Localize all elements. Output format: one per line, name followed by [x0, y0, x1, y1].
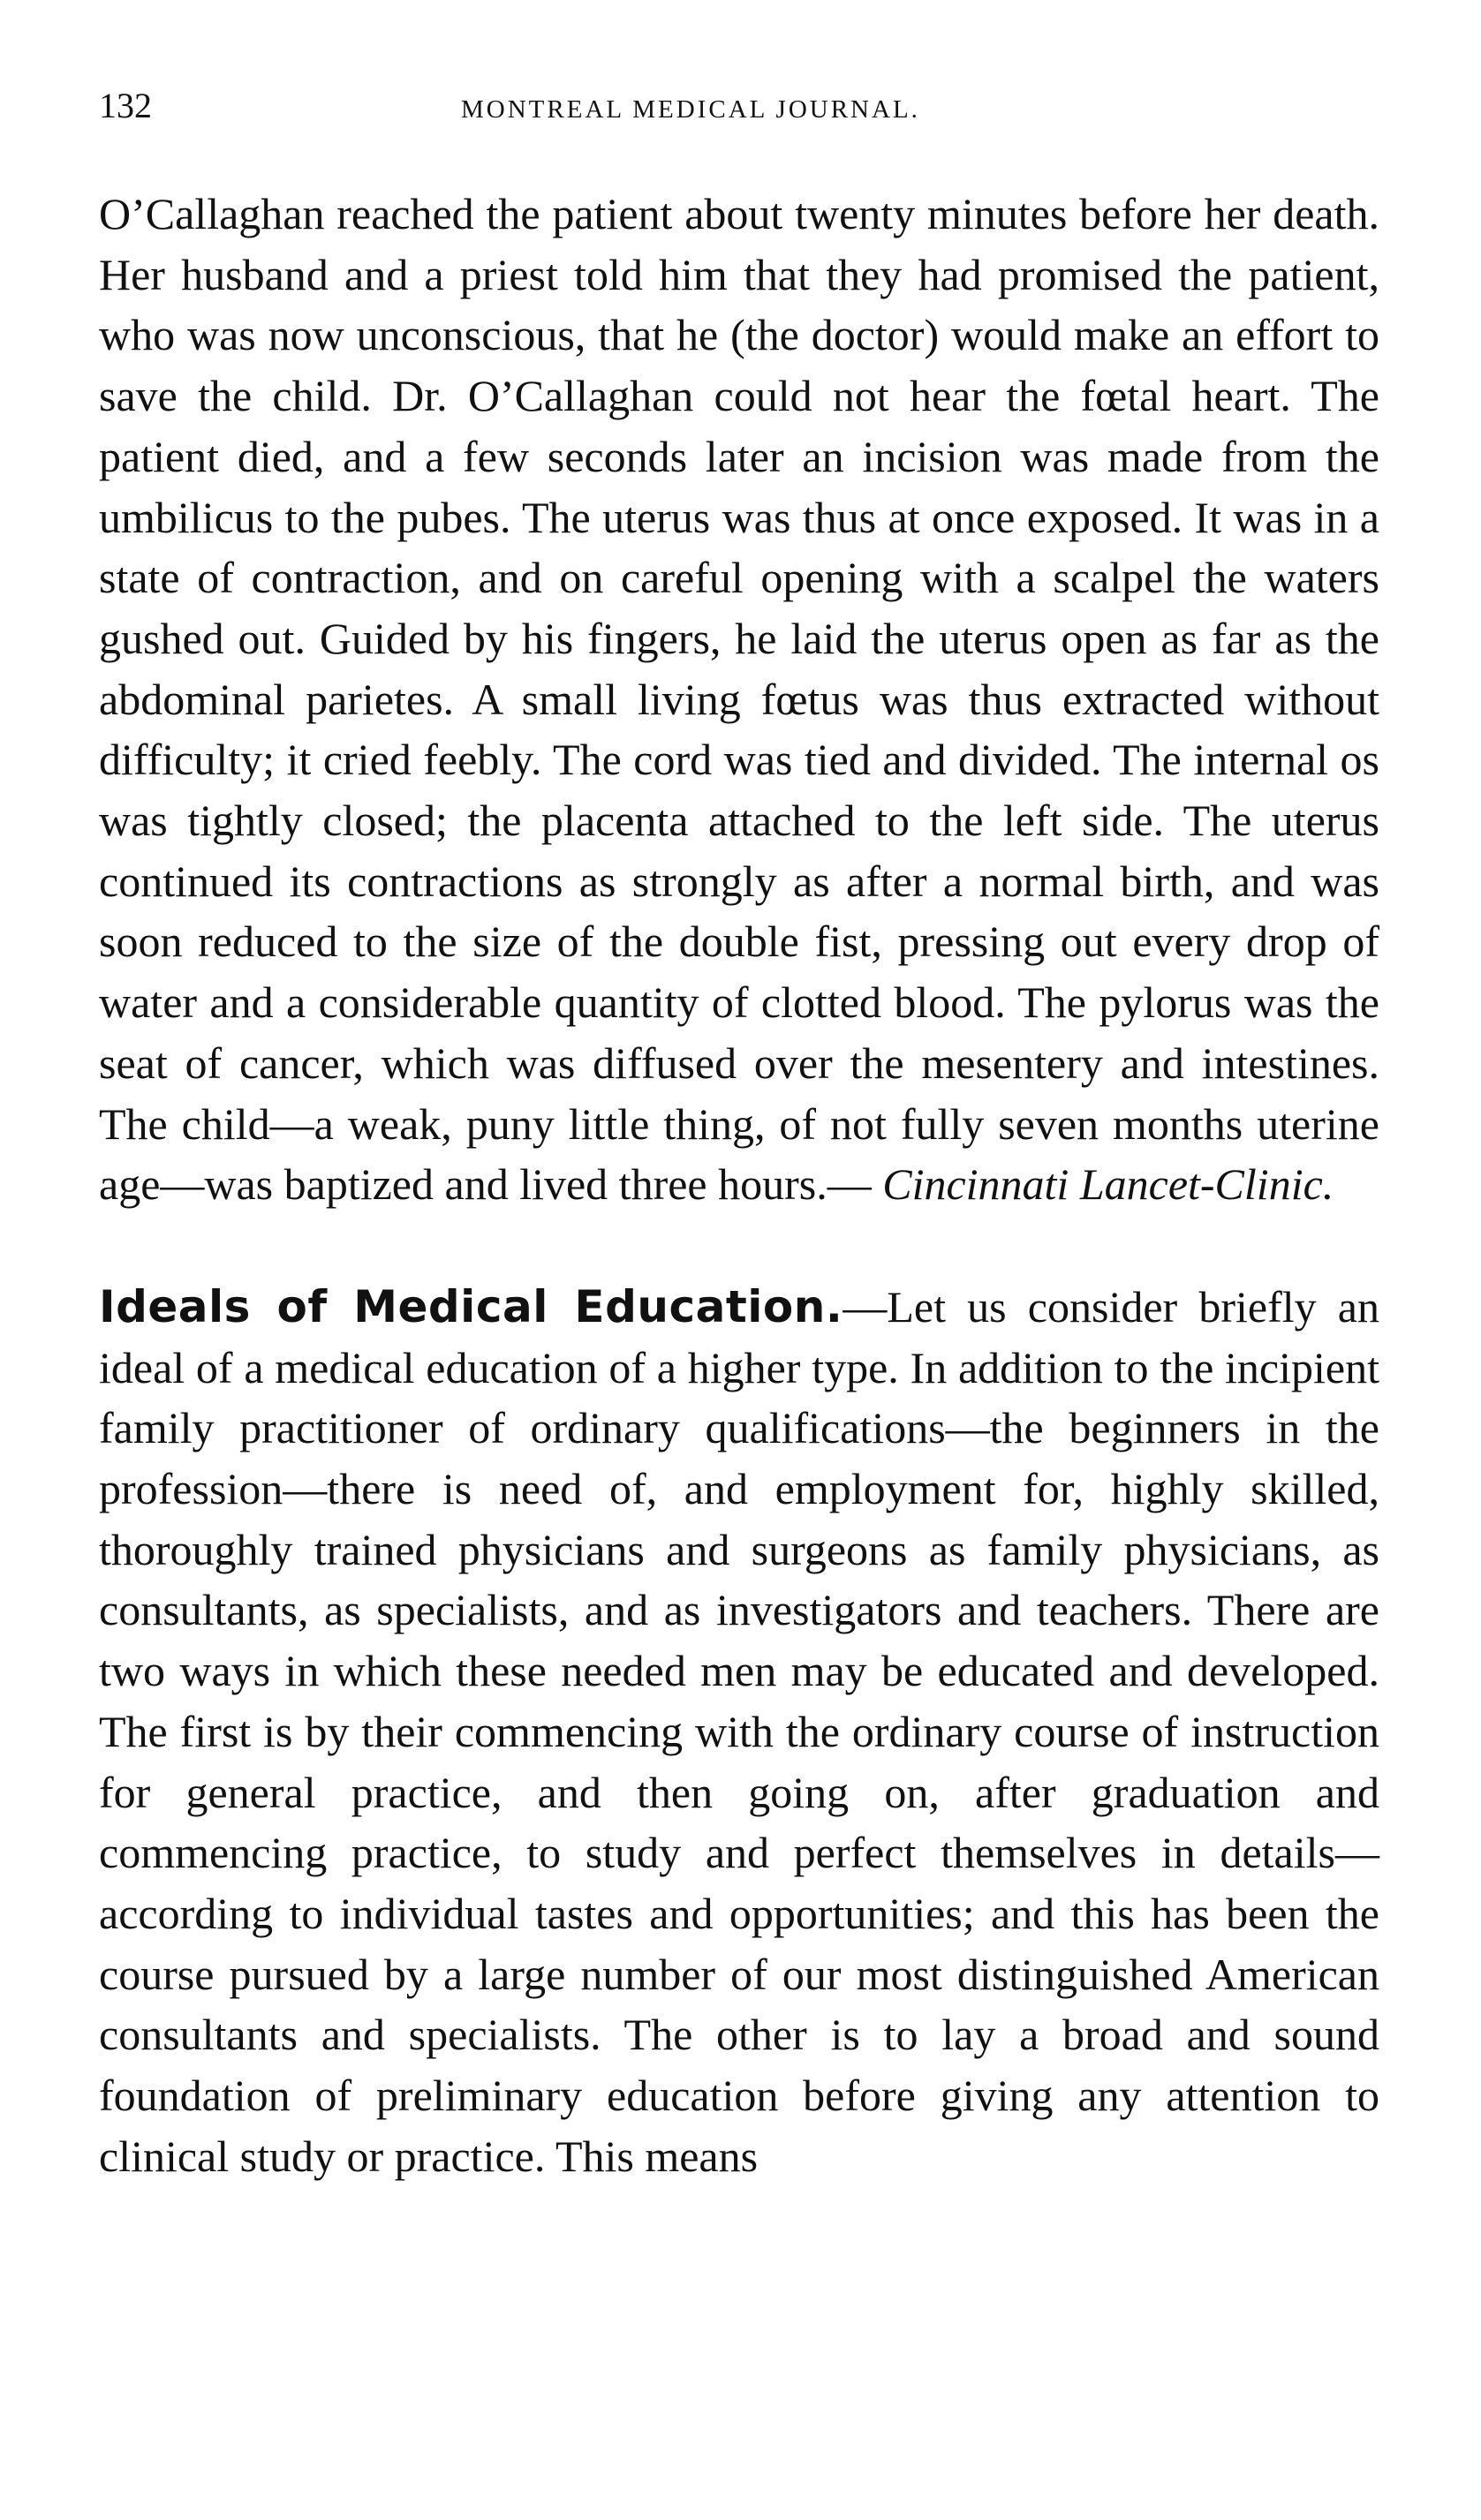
page-number: 132 [99, 86, 152, 125]
source-citation: Cincinnati Lancet-Clinic. [882, 1159, 1334, 1210]
page-body [99, 184, 1379, 2187]
page-header [99, 85, 1379, 138]
section-body-text: —Let us consider briefly an ideal of a medical education of a higher type. In addition to the incipient family practitioner of ordinary qualifications—the beginners in the profession—there is need of, and employment for, highly skilled, thoroughly trained physicians and surgeons as family physicians, as consultants, as specialists, and as investigators and teachers. There are two ways in which these needed men may be educated and developed. The first is by their commencing with the ordinary course of instruction for general practice, and then going on, after graduation and commencing practice, to study and perfect themselves in details—according to individual tastes and opportunities; and this has been the course pursued by a large number of our most distinguished American consultants and specialists. The other is to lay a broad and sound foundation of preliminary education before giving any attention to clinical study or practice. This means [99, 1281, 1380, 2181]
paragraph-ideals-of-medical-education [99, 1277, 1379, 2187]
journal-page [99, 85, 1379, 2187]
paragraph-ocallaghan-case [99, 184, 1379, 1215]
case-report-text: O’Callaghan reached the patient about twenty minutes before her death. Her husband and a priest told him that they had promised the patient, who was now unconscious, that he (the doctor) would make an effort to save the child. Dr. O’Callaghan could not hear the fœtal heart. The patient died, and a few seconds later an incision was made from the umbilicus to the pubes. The uterus was thus at once exposed. It was in a state of contraction, and on careful opening with a scalpel the waters gushed out. Guided by his fingers, he laid the uterus open as far as the abdominal parietes. A small living fœtus was thus extracted without difficulty; it cried feebly. The cord was tied and divided. The internal os was tightly closed; the placenta attached to the left side. The uterus continued its contractions as strongly as after a normal birth, and was soon reduced to the size of the double fist, pressing out every drop of water and a considerable quantity of clotted blood. The pylorus was the seat of cancer, which was diffused over the mesentery and intestines. The child—a weak, puny little thing, of not fully seven months uterine age—was baptized and lived three hours.— [99, 189, 1379, 1210]
running-head: MONTREAL MEDICAL JOURNAL. [461, 95, 920, 124]
section-heading: Ideals of Medical Education. [99, 1280, 843, 1332]
